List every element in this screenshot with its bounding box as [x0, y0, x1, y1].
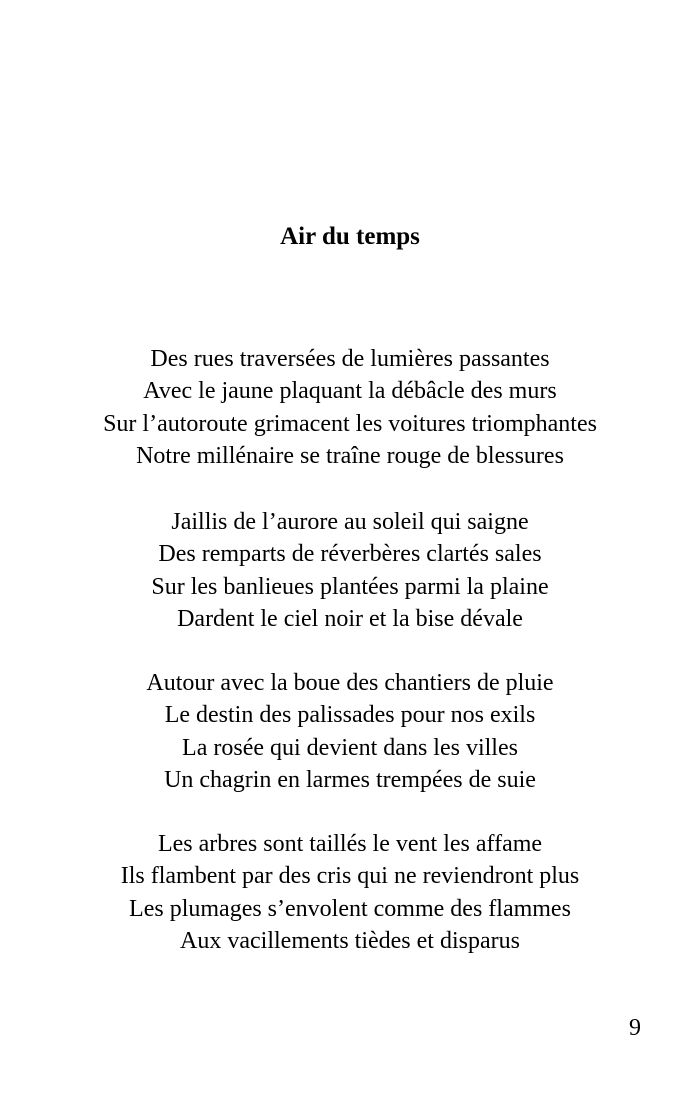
verse-line: Sur les banlieues plantées parmi la plaine	[151, 573, 549, 600]
verse-line: Aux vacillements tièdes et disparus	[180, 928, 520, 955]
verse-line: Notre millénaire se traîne rouge de blessures	[136, 443, 564, 470]
verse-line: Les plumages s’envolent comme des flammes	[129, 895, 571, 922]
verse-line: Avec le jaune plaquant la débâcle des murs	[143, 378, 557, 405]
poem-title: Air du temps	[280, 223, 420, 250]
stanza-4	[0, 828, 700, 958]
verse-line: Jaillis de l’aurore au soleil qui saigne	[171, 509, 529, 535]
verse-line: Des remparts de réverbères clartés sales	[158, 541, 542, 568]
verse-line: Autour avec la boue des chantiers de pluie	[146, 670, 554, 696]
verse-line: Le destin des palissades pour nos exils	[164, 702, 536, 729]
verse-line: La rosée qui devient dans les villes	[182, 734, 518, 761]
stanza-3	[0, 667, 700, 797]
verse-line: Les arbres sont taillés le vent les affame	[157, 831, 543, 857]
stanza-2	[0, 506, 700, 636]
verse-line: Des rues traversées de lumières passantes	[150, 346, 550, 372]
stanza-1	[0, 343, 700, 473]
verse-line: Un chagrin en larmes trempées de suie	[164, 767, 536, 794]
page-number: 9	[629, 1015, 641, 1041]
verse-line: Sur l’autoroute grimacent les voitures triomphantes	[103, 410, 597, 437]
verse-line: Dardent le ciel noir et la bise dévale	[177, 606, 523, 633]
verse-line: Ils flambent par des cris qui ne reviendront plus	[120, 863, 580, 890]
